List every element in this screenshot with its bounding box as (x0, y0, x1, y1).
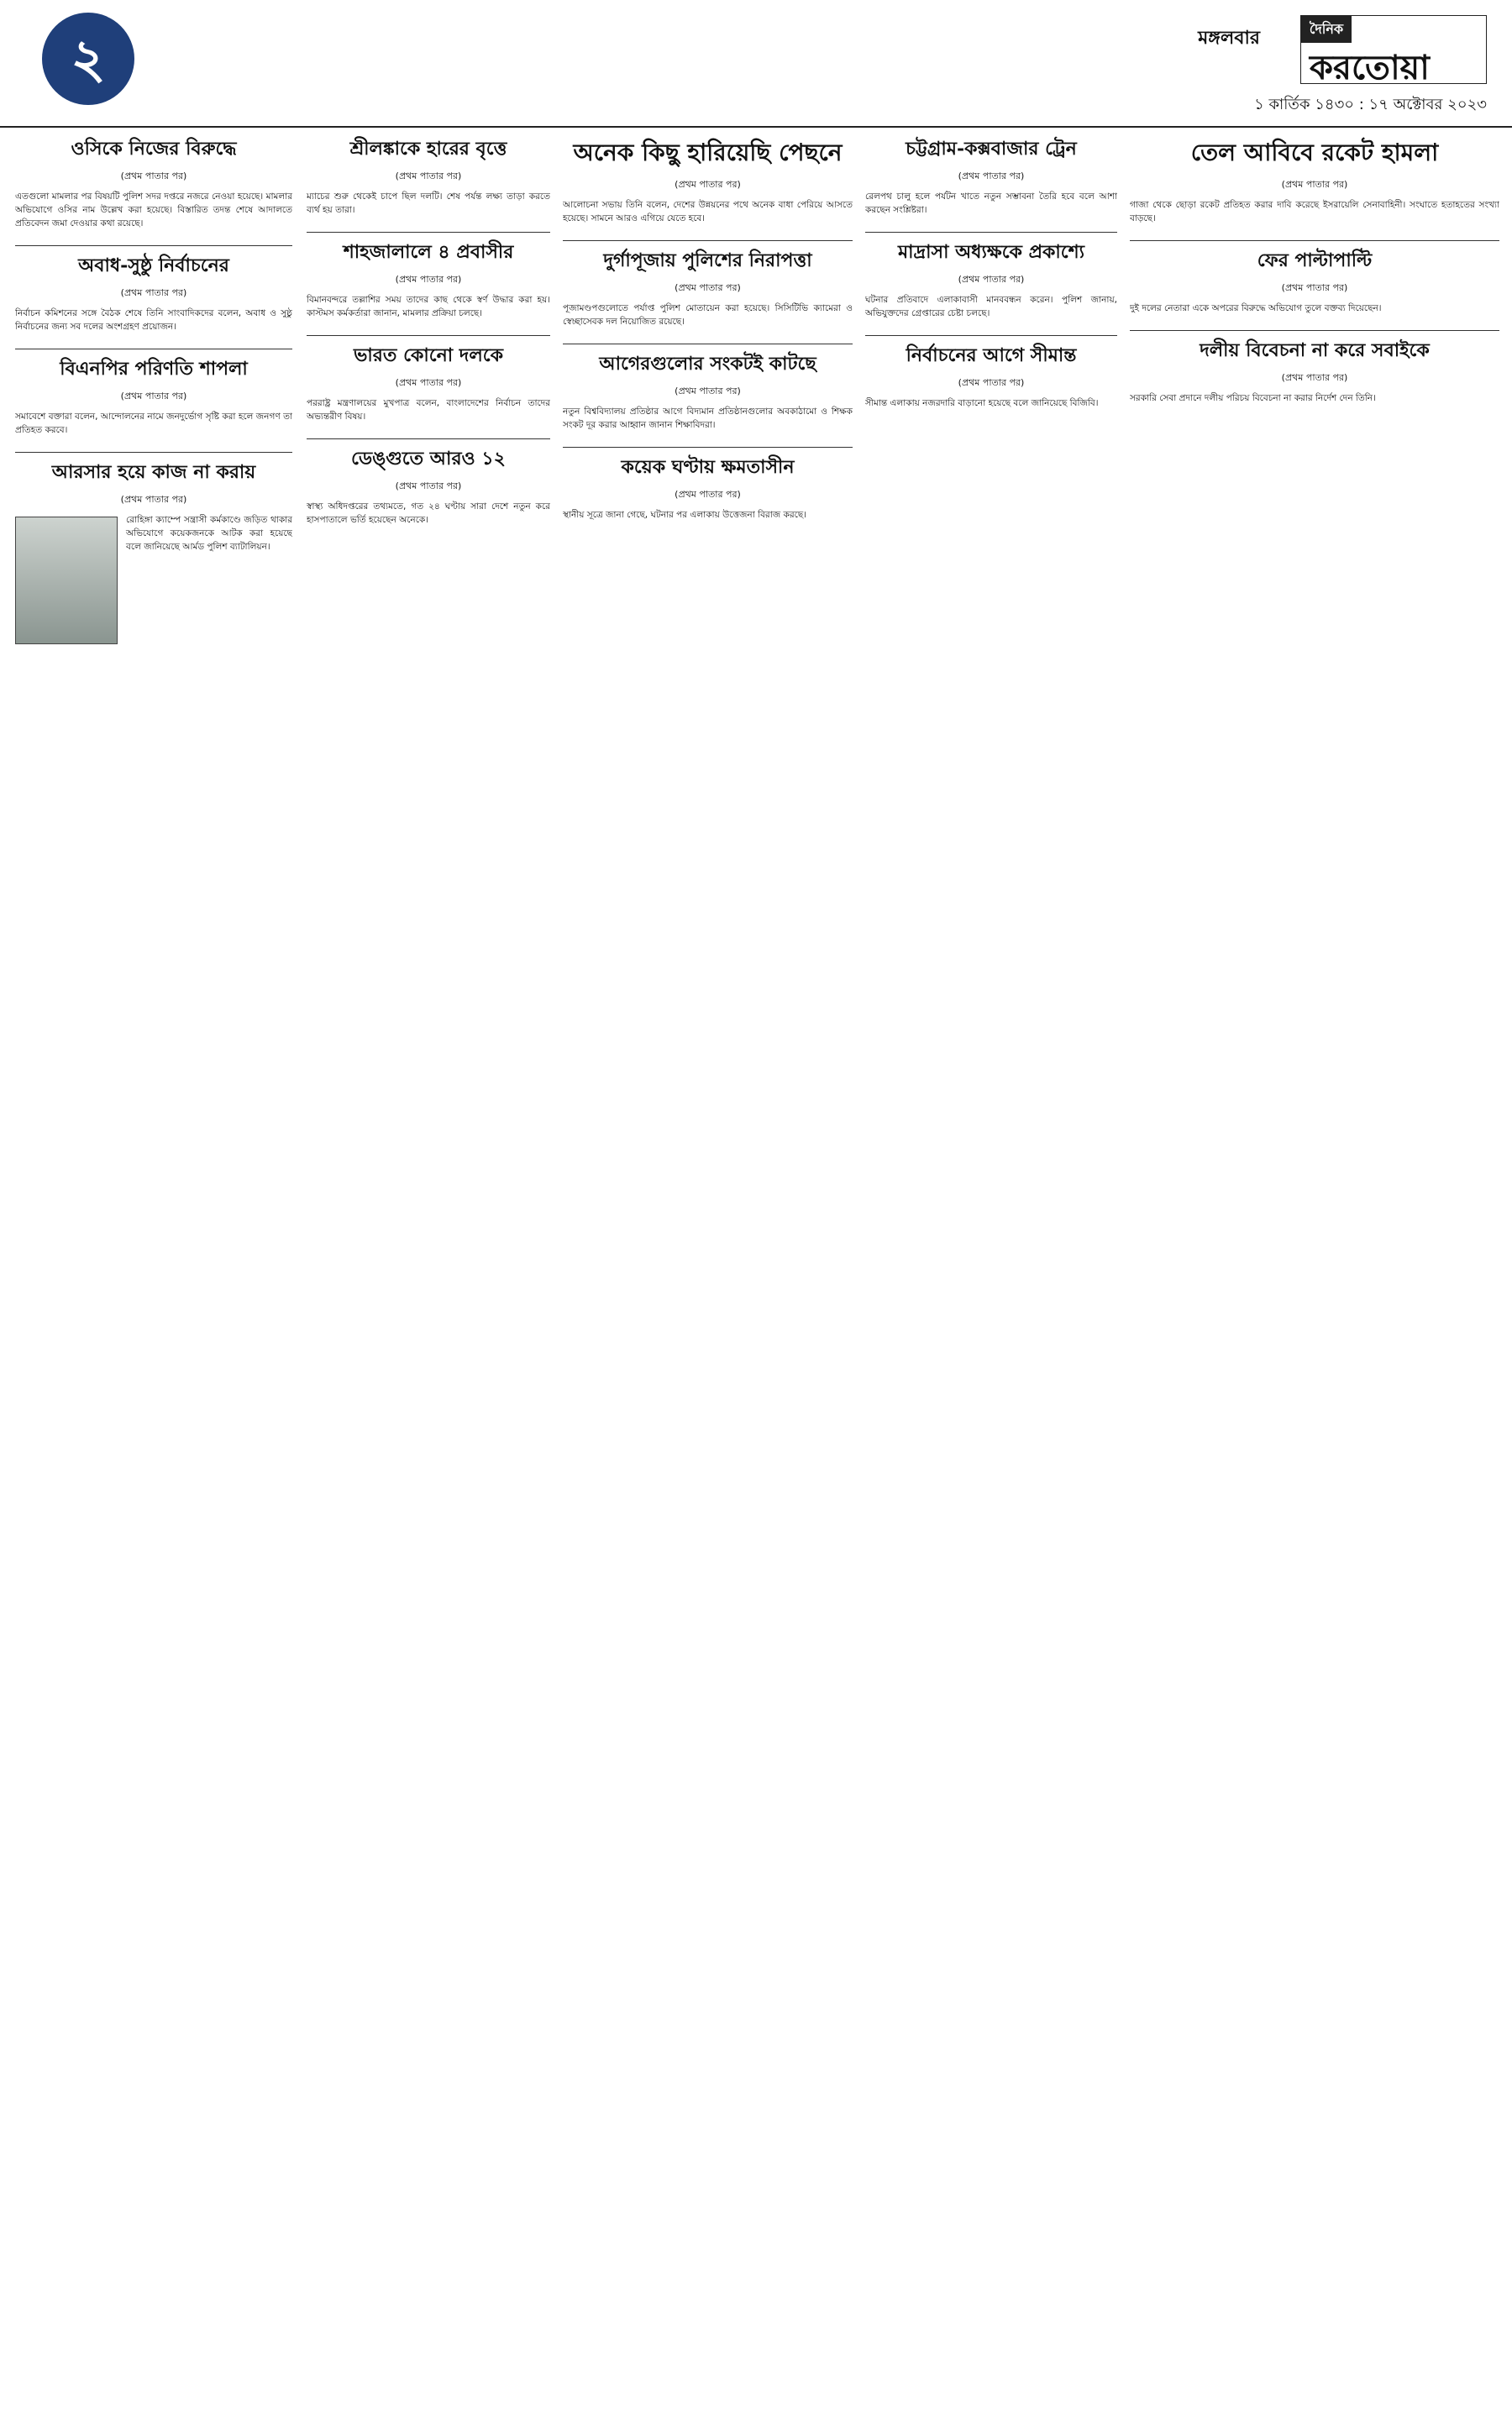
column-1 (15, 134, 292, 2413)
article-body: নির্বাচন কমিশনের সঙ্গে বৈঠক শেষে তিনি সাংবাদিকদের বলেন, অবাধ ও সুষ্ঠু নির্বাচনের জন্য সব দলের অংশগ্রহণ প্রয়োজন। (15, 308, 292, 332)
headline: ভারত কোনো দলকে (354, 344, 503, 366)
article-9 (563, 134, 853, 225)
page-number-badge (34, 8, 143, 109)
headline: অনেক কিছু হারিয়েছি পেছনে (573, 139, 843, 166)
article-11 (563, 349, 853, 432)
article-body: দুই দলের নেতারা একে অপরের বিরুদ্ধে অভিযোগ তুলে বক্তব্য দিয়েছেন। (1130, 303, 1382, 313)
headline: অবাধ-সুষ্ঠু নির্বাচনের (78, 255, 229, 276)
jump-line: (প্রথম পাতার পর) (1281, 282, 1348, 293)
article-body: গাজা থেকে ছোড়া রকেট প্রতিহত করার দাবি করেছে ইসরায়েলি সেনাবাহিনী। সংঘাতে হতাহতের সংখ্যা বাড়ছে। (1130, 200, 1499, 223)
headline: দলীয় বিবেচনা না করে সবাইকে (1200, 339, 1430, 361)
article-body: ঘটনার প্রতিবাদে এলাকাবাসী মানববন্ধন করেন। পুলিশ জানায়, অভিযুক্তদের গ্রেপ্তারের চেষ্টা চলছে। (865, 295, 1117, 318)
headline: আগেরগুলোর সংকটই কাটছে (599, 353, 816, 375)
headline: মাদ্রাসা অধ্যক্ষকে প্রকাশ্যে (897, 241, 1085, 263)
page-number: ২ (71, 29, 106, 91)
jump-line: (প্রথম পাতার পর) (395, 171, 462, 181)
article-14 (865, 238, 1117, 320)
jump-line: (প্রথম পাতার পর) (958, 377, 1025, 388)
article-body: সরকারি সেবা প্রদানে দলীয় পরিচয় বিবেচনা না করার নির্দেশ দেন তিনি। (1130, 393, 1376, 403)
headline: আরসার হয়ে কাজ না করায় (51, 461, 256, 483)
jump-line: (প্রথম পাতার পর) (395, 377, 462, 388)
article-4 (15, 458, 292, 554)
headline: ডেঙ্গুতে আরও ১২ (351, 448, 506, 470)
article-body: রোহিঙ্গা ক্যাম্পে সন্ত্রাসী কর্মকাণ্ডে জড়িত থাকার অভিযোগে কয়েকজনকে আটক করা হয়েছে বলে জানিয়েছে আর্মড পুলিশ ব্যাটালিয়ন। (126, 515, 292, 552)
jump-line: (প্রথম পাতার পর) (958, 171, 1025, 181)
headline: নির্বাচনের আগে সীমান্ত (906, 344, 1077, 366)
article-13 (865, 134, 1117, 217)
article-12 (563, 453, 853, 522)
jump-line: (প্রথম পাতার পর) (120, 391, 187, 402)
jump-line: (প্রথম পাতার পর) (120, 171, 187, 181)
masthead-date: ১ কার্তিক ১৪৩০ : ১৭ অক্টোবর ২০২৩ (1254, 96, 1487, 113)
headline: তেল আবিবে রকেট হামলা (1190, 139, 1439, 166)
article-body: পূজামণ্ডপগুলোতে পর্যাপ্ত পুলিশ মোতায়েন করা হয়েছে। সিসিটিভি ক্যামেরা ও স্বেচ্ছাসেবক দল নিয়োজিত রয়েছে। (563, 303, 853, 327)
logo-top: দৈনিক (1301, 16, 1352, 43)
logo-main: করতোয়া (1310, 48, 1430, 87)
headline: কয়েক ঘণ্টায় ক্ষমতাসীন (621, 456, 795, 478)
article-10 (563, 246, 853, 328)
column-5 (1130, 134, 1499, 2413)
jump-line: (প্রথম পাতার পর) (1281, 372, 1348, 383)
jump-line: (প্রথম পাতার পর) (395, 274, 462, 285)
jump-line: (প্রথম পাতার পর) (1281, 179, 1348, 190)
article-5 (307, 134, 550, 217)
jump-line: (প্রথম পাতার পর) (675, 489, 741, 500)
article-6 (307, 238, 550, 320)
jump-line: (প্রথম পাতার পর) (120, 287, 187, 298)
newspaper-logo (1300, 15, 1487, 87)
masthead-right (1050, 8, 1487, 118)
portrait-photo (15, 517, 118, 644)
masthead-day: মঙ্গলবার (1198, 28, 1260, 49)
article-3 (15, 354, 292, 437)
headline: চট্টগ্রাম-কক্সবাজার ট্রেন (906, 138, 1077, 160)
article-body: রেলপথ চালু হলে পর্যটন খাতে নতুন সম্ভাবনা তৈরি হবে বলে আশা করছেন সংশ্লিষ্টরা। (865, 192, 1117, 215)
article-1 (15, 134, 292, 230)
masthead (0, 0, 1512, 128)
jump-line: (প্রথম পাতার পর) (675, 179, 741, 190)
headline: ওসিকে নিজের বিরুদ্ধে (71, 138, 237, 160)
column-3 (563, 134, 853, 2413)
article-body: নতুন বিশ্ববিদ্যালয় প্রতিষ্ঠার আগে বিদ্যমান প্রতিষ্ঠানগুলোর অবকাঠামো ও শিক্ষক সংকট দূর করার আহ্বান জানান শিক্ষাবিদরা। (563, 407, 853, 430)
article-body: বিমানবন্দরে তল্লাশির সময় তাদের কাছ থেকে স্বর্ণ উদ্ধার করা হয়। কাস্টমস কর্মকর্তারা জানান, মামলার প্রক্রিয়া চলছে। (307, 295, 550, 318)
article-7 (307, 341, 550, 423)
jump-line: (প্রথম পাতার পর) (675, 386, 741, 396)
article-body: সীমান্ত এলাকায় নজরদারি বাড়ানো হয়েছে বলে জানিয়েছে বিজিবি। (865, 398, 1099, 408)
headline: শ্রীলঙ্কাকে হারের বৃত্তে (349, 138, 507, 160)
article-2 (15, 251, 292, 333)
article-body: স্বাস্থ্য অধিদপ্তরের তথ্যমতে, গত ২৪ ঘণ্টায় সারা দেশে নতুন করে হাসপাতালে ভর্তি হয়েছেন অনেকে। (307, 501, 550, 525)
jump-line: (প্রথম পাতার পর) (395, 480, 462, 491)
article-15 (865, 341, 1117, 410)
article-body: সমাবেশে বক্তারা বলেন, আন্দোলনের নামে জনদুর্ভোগ সৃষ্টি করা হলে জনগণ তা প্রতিহত করবে। (15, 412, 292, 435)
article-body: এতগুলো মামলার পর বিষয়টি পুলিশ সদর দপ্তরে নজরে নেওয়া হয়েছে। মামলার অভিযোগে ওসির নাম উল্লেখ করা হয়েছে। বিস্তারিত তদন্ত শেষে আদালতে প্রতিবেদন জমা দেওয়ার কথা রয়েছে। (15, 192, 292, 228)
article-16 (1130, 134, 1499, 225)
article-18 (1130, 336, 1499, 405)
article-body: পররাষ্ট্র মন্ত্রণালয়ের মুখপাত্র বলেন, বাংলাদেশের নির্বাচন তাদের অভ্যন্তরীণ বিষয়। (307, 398, 550, 422)
jump-line: (প্রথম পাতার পর) (120, 494, 187, 505)
article-17 (1130, 246, 1499, 315)
headline: দুর্গাপূজায় পুলিশের নিরাপত্তা (603, 249, 812, 271)
article-body: ম্যাচের শুরু থেকেই চাপে ছিল দলটি। শেষ পর্যন্ত লক্ষ্য তাড়া করতে ব্যর্থ হয় তারা। (307, 192, 550, 215)
article-8 (307, 444, 550, 527)
jump-line: (প্রথম পাতার পর) (675, 282, 741, 293)
headline: শাহজালালে ৪ প্রবাসীর (343, 241, 514, 263)
headline: বিএনপির পরিণতি শাপলা (60, 358, 248, 380)
headline: ফের পাল্টাপাল্টি (1257, 249, 1373, 271)
column-2 (307, 134, 550, 2413)
article-body: আলোচনা সভায় তিনি বলেন, দেশের উন্নয়নের পথে অনেক বাধা পেরিয়ে আসতে হয়েছে। সামনে আরও এগিয়ে যেতে হবে। (563, 200, 853, 223)
column-4 (865, 134, 1117, 2413)
jump-line: (প্রথম পাতার পর) (958, 274, 1025, 285)
article-body: স্থানীয় সূত্রে জানা গেছে, ঘটনার পর এলাকায় উত্তেজনা বিরাজ করছে। (563, 510, 806, 520)
